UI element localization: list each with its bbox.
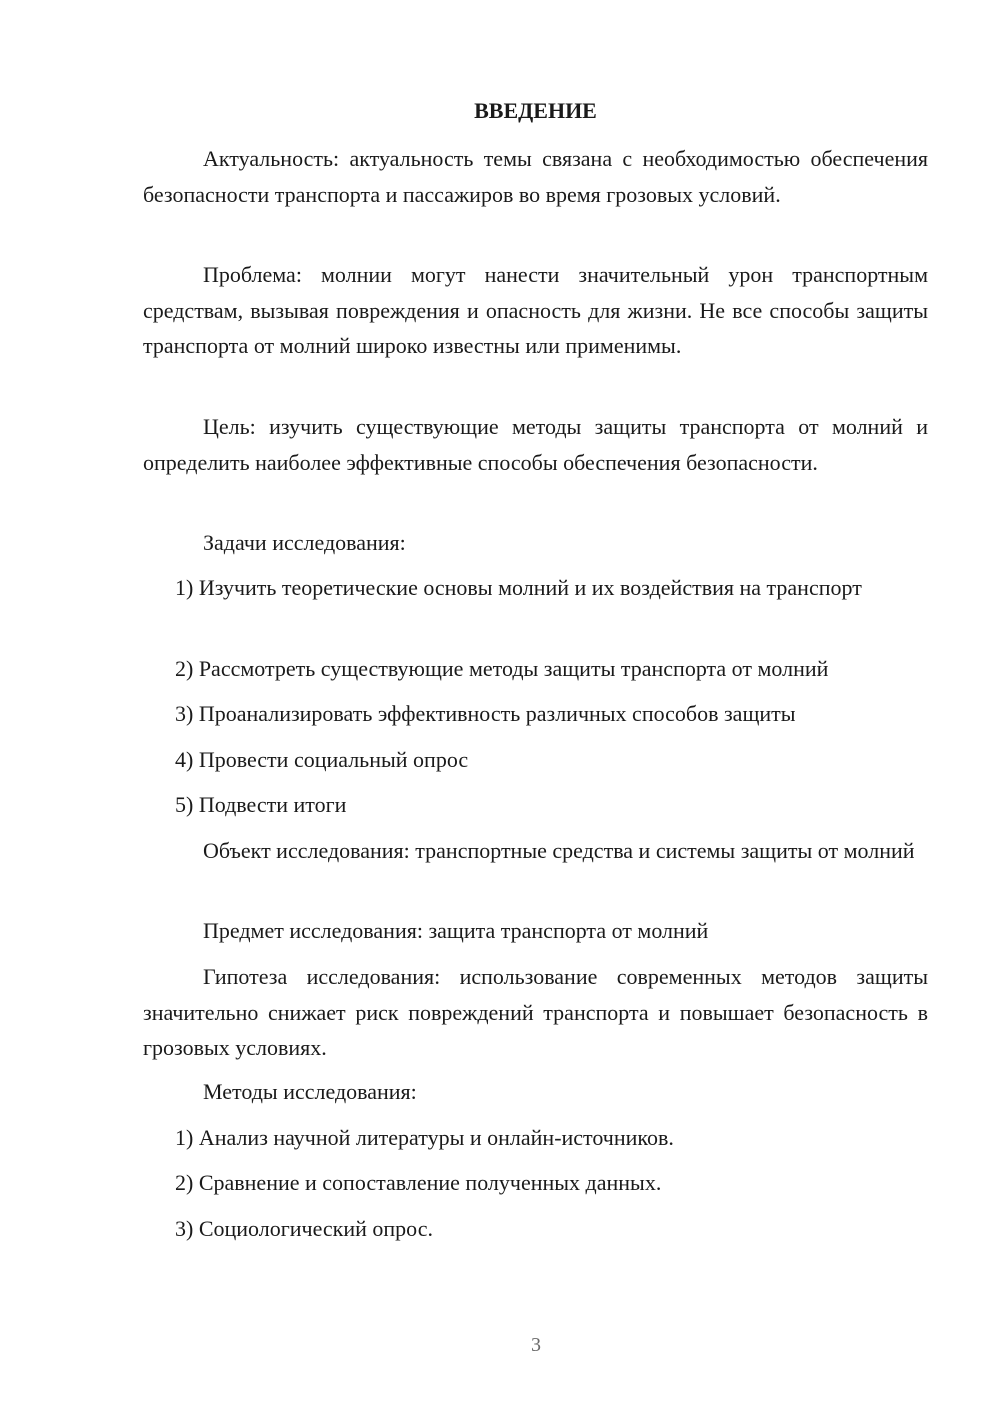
problem-paragraph: Проблема: молнии могут нанести значительный урон транспортным средствам, вызывая повреждения и опасность для жизни. Не все способы защиты транспорта от молний широко известны или применимы. <box>143 262 928 358</box>
task-item: 4) Провести социальный опрос <box>175 747 469 772</box>
method-item: 1) Анализ научной литературы и онлайн-источников. <box>175 1125 674 1150</box>
subject-paragraph: Предмет исследования: защита транспорта от молний <box>203 918 709 943</box>
page-title: ВВЕДЕНИЕ <box>474 98 597 123</box>
relevance-paragraph: Актуальность: актуальность темы связана с необходимостью обеспечения безопасности транспорта и пассажиров во время грозовых условий. <box>143 146 928 207</box>
task-item: 3) Проанализировать эффективность различных способов защиты <box>175 701 796 726</box>
page-number: 3 <box>531 1334 541 1356</box>
methods-title: Методы исследования: <box>203 1079 417 1104</box>
object-paragraph: Объект исследования: транспортные средства и системы защиты от молний <box>203 838 915 863</box>
method-item: 2) Сравнение и сопоставление полученных данных. <box>175 1170 662 1195</box>
task-item: 2) Рассмотреть существующие методы защиты транспорта от молний <box>175 656 829 681</box>
goal-paragraph: Цель: изучить существующие методы защиты транспорта от молний и определить наиболее эффективные способы обеспечения безопасности. <box>143 414 928 475</box>
tasks-title: Задачи исследования: <box>203 530 406 555</box>
hypothesis-paragraph: Гипотеза исследования: использование современных методов защиты значительно снижает риск повреждений транспорта и повышает безопасность в грозовых условиях. <box>143 964 928 1060</box>
task-item: 1) Изучить теоретические основы молний и их воздействия на транспорт <box>175 575 862 600</box>
task-item: 5) Подвести итоги <box>175 792 347 817</box>
method-item: 3) Социологический опрос. <box>175 1216 433 1241</box>
